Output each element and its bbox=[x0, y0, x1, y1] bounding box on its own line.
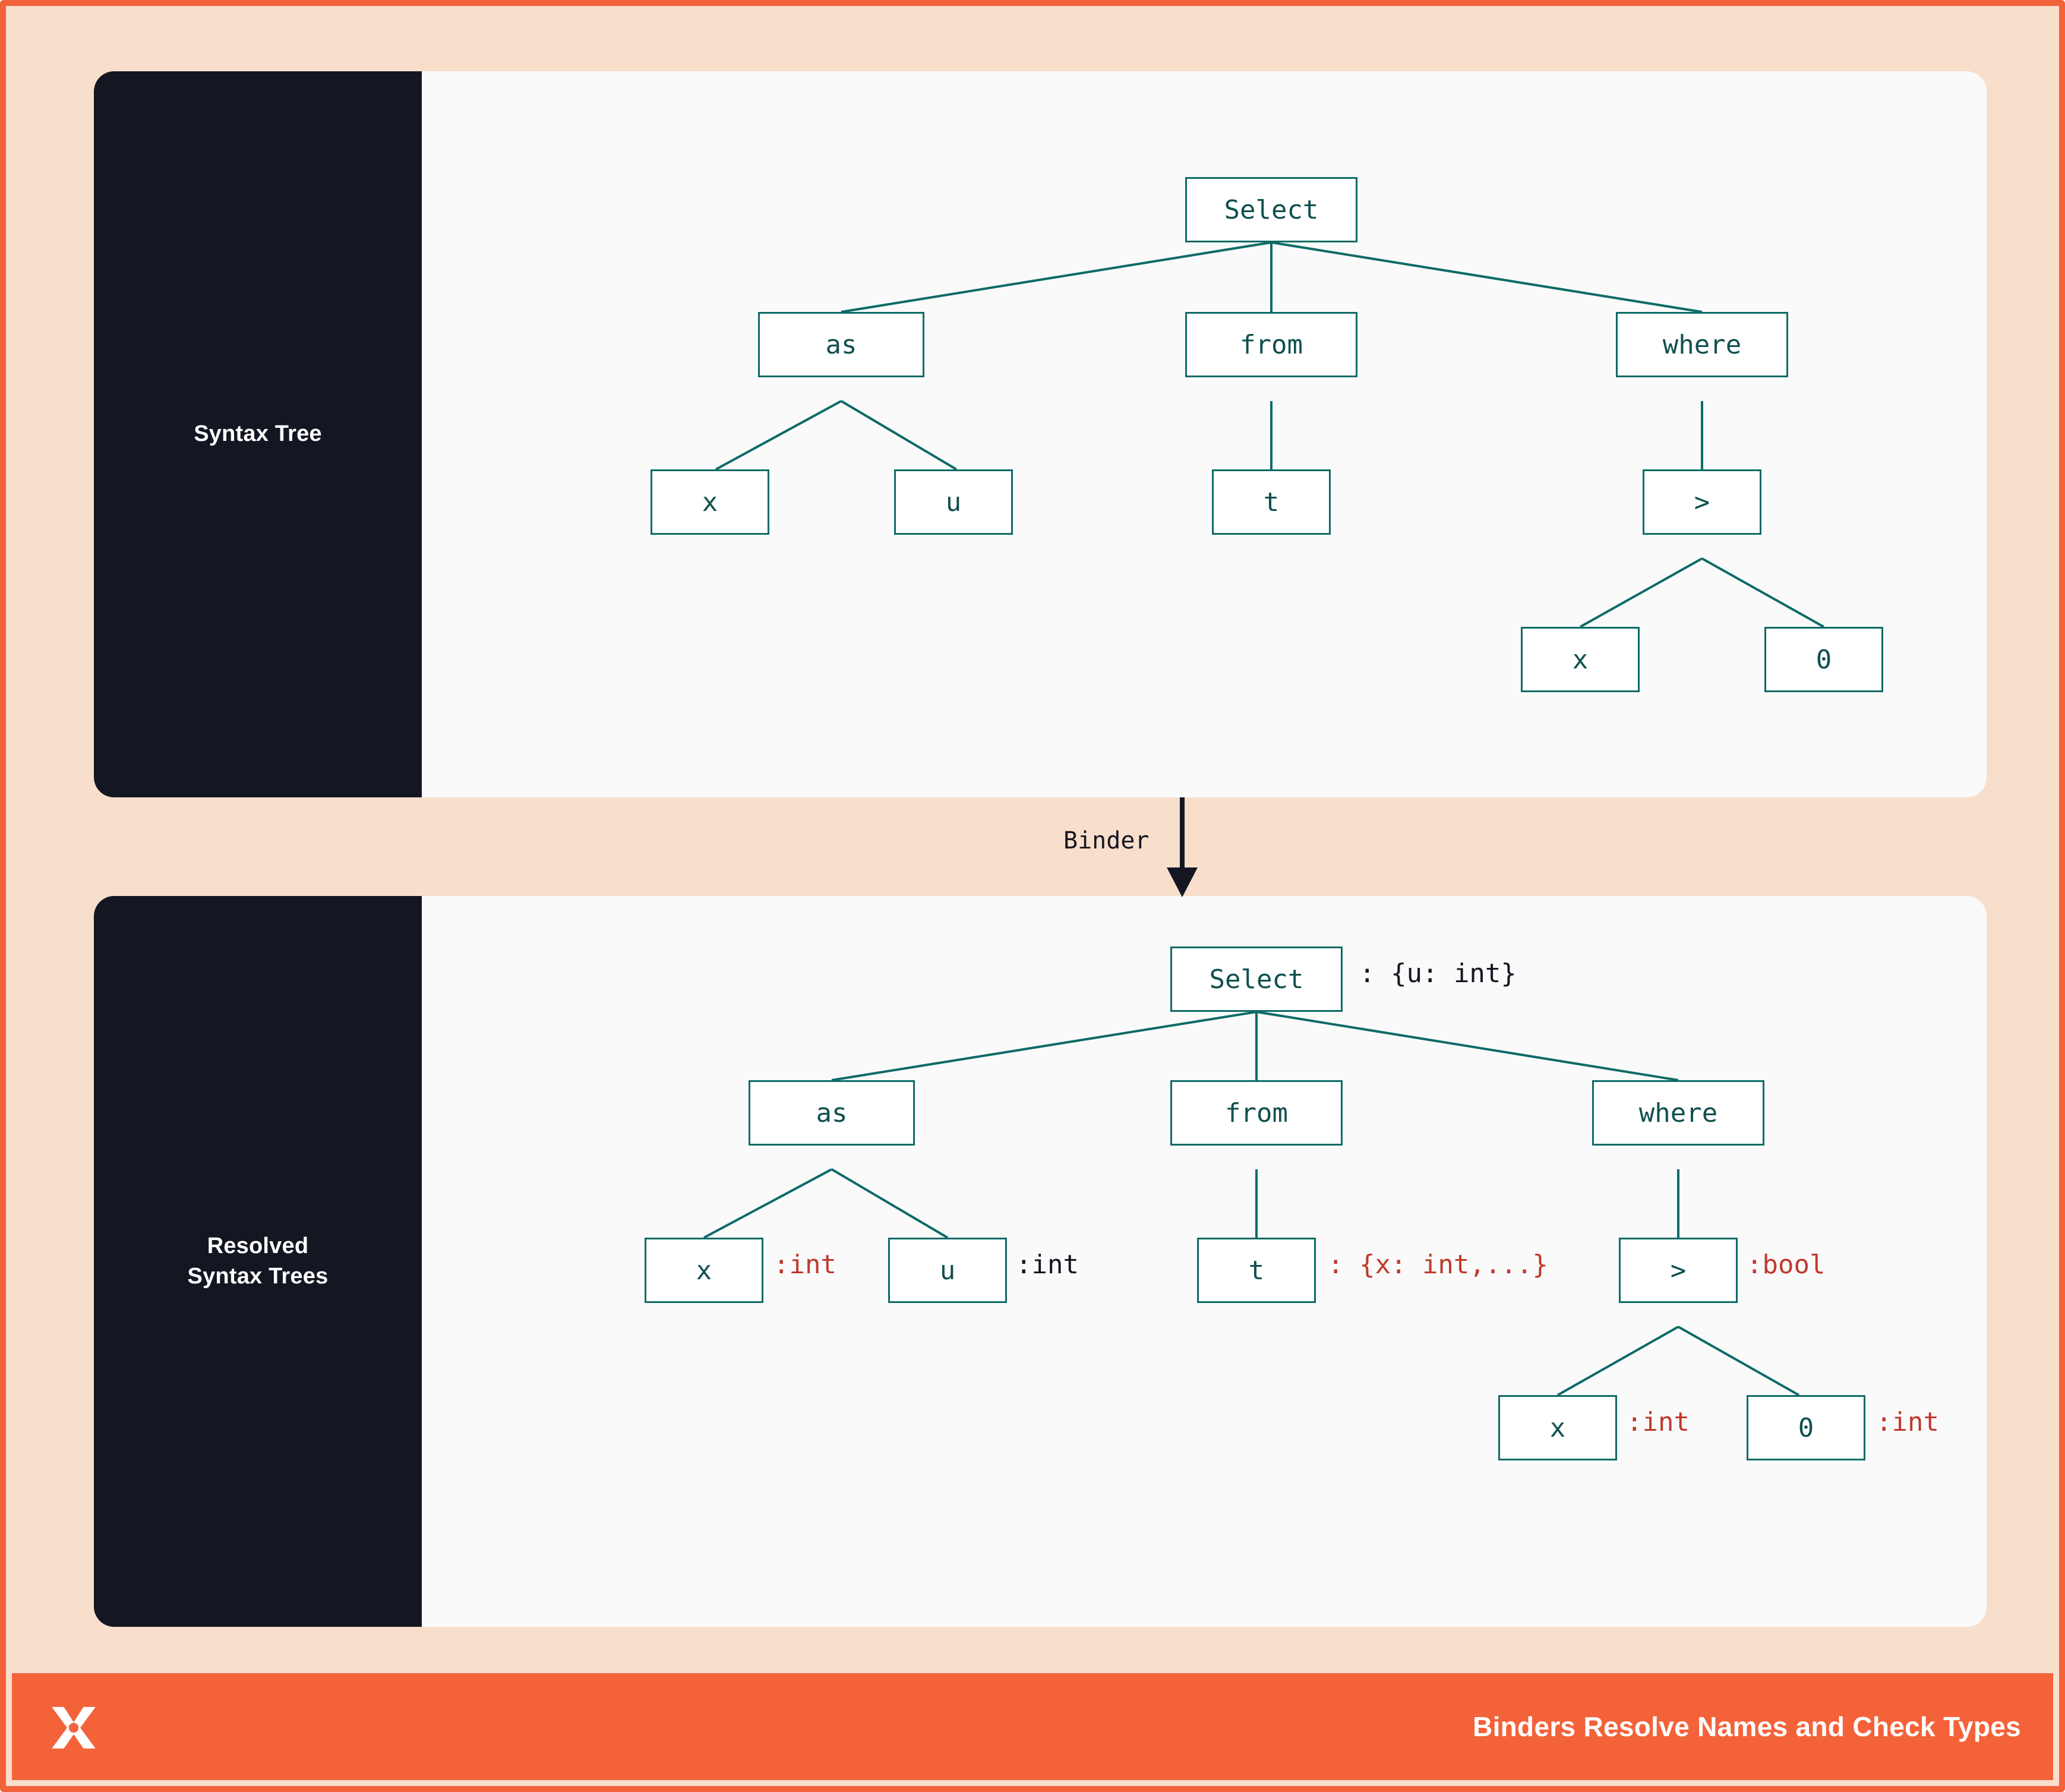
node-t: t bbox=[1212, 469, 1331, 535]
node-from: from bbox=[1185, 312, 1357, 377]
tree-canvas-resolved bbox=[422, 896, 1987, 1627]
panel-resolved-syntax-trees bbox=[94, 896, 1987, 1627]
tree-canvas-syntax bbox=[422, 71, 1987, 797]
node-t-resolved: t bbox=[1197, 1238, 1316, 1303]
node-as: as bbox=[758, 312, 924, 377]
node-x-cmp: x bbox=[1521, 627, 1640, 692]
binder-label: Binder bbox=[1063, 827, 1150, 854]
footer-bar bbox=[12, 1673, 2053, 1780]
panel-label-text-resolved bbox=[188, 1231, 329, 1292]
node-gt-resolved: > bbox=[1619, 1238, 1738, 1303]
node-zero-resolved: 0 bbox=[1747, 1395, 1865, 1460]
panel-label-resolved bbox=[94, 896, 422, 1627]
node-where: where bbox=[1616, 312, 1788, 377]
panel-syntax-tree bbox=[94, 71, 1987, 797]
annotation-zero: :int bbox=[1876, 1407, 1939, 1437]
node-select-resolved: Select bbox=[1170, 947, 1343, 1012]
footer-caption: Binders Resolve Names and Check Types bbox=[1473, 1711, 2021, 1742]
panel-label-text: Syntax Tree bbox=[194, 421, 322, 447]
panel-label-line1: Resolved bbox=[207, 1233, 309, 1258]
annotation-u: :int bbox=[1016, 1250, 1079, 1280]
annotation-t: : {x: int,...} bbox=[1328, 1250, 1548, 1280]
node-u-resolved: u bbox=[888, 1238, 1007, 1303]
node-gt: > bbox=[1643, 469, 1761, 535]
annotation-gt: :bool bbox=[1747, 1250, 1826, 1280]
panel-label-line2: Syntax Trees bbox=[187, 1264, 329, 1289]
node-from-resolved: from bbox=[1170, 1080, 1343, 1146]
node-x-cmp-resolved: x bbox=[1498, 1395, 1617, 1460]
node-as-resolved: as bbox=[749, 1080, 915, 1146]
node-u: u bbox=[894, 469, 1013, 535]
x-logo-icon bbox=[46, 1699, 101, 1754]
annotation-x-cmp: :int bbox=[1627, 1407, 1690, 1437]
panel-label-syntax-tree bbox=[94, 71, 422, 797]
node-zero: 0 bbox=[1764, 627, 1883, 692]
annotation-x-as: :int bbox=[773, 1250, 836, 1280]
annotation-select: : {u: int} bbox=[1359, 958, 1517, 989]
node-select: Select bbox=[1185, 177, 1357, 242]
node-x-as-resolved: x bbox=[645, 1238, 763, 1303]
node-x-as: x bbox=[651, 469, 769, 535]
node-where-resolved: where bbox=[1592, 1080, 1764, 1146]
